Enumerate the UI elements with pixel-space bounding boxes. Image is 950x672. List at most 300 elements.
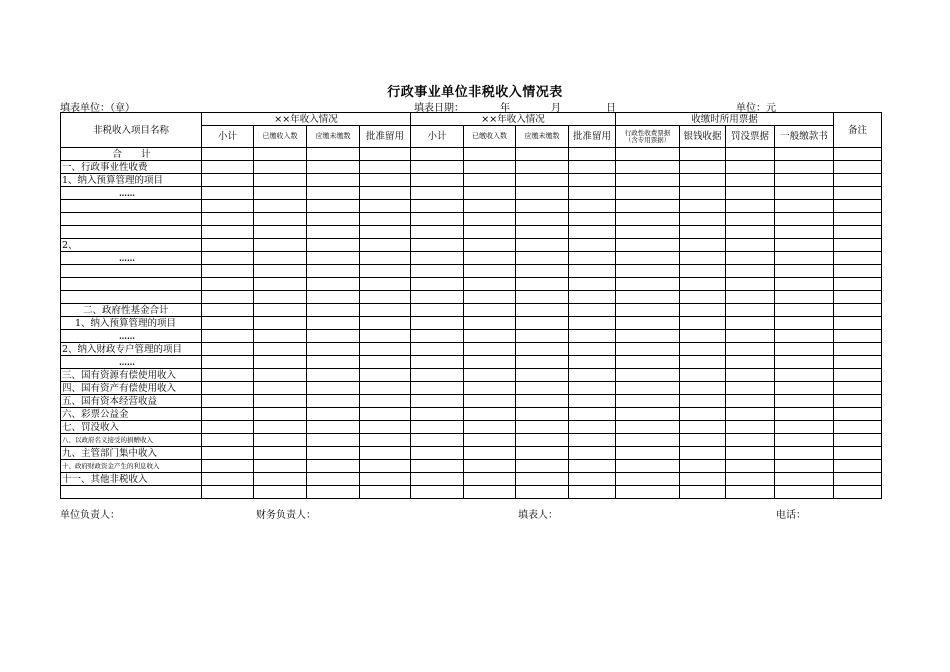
data-cell[interactable]	[307, 395, 360, 408]
data-cell[interactable]	[464, 252, 516, 265]
data-cell[interactable]	[680, 174, 726, 187]
data-cell[interactable]	[569, 187, 616, 200]
data-cell[interactable]	[360, 473, 411, 486]
data-cell[interactable]	[411, 291, 464, 304]
data-cell[interactable]	[569, 395, 616, 408]
data-cell[interactable]	[360, 174, 411, 187]
data-cell[interactable]	[516, 187, 569, 200]
data-cell[interactable]	[775, 421, 834, 434]
data-cell[interactable]	[616, 200, 680, 213]
data-cell[interactable]	[360, 291, 411, 304]
data-cell[interactable]	[464, 356, 516, 369]
data-cell[interactable]	[254, 343, 307, 356]
data-cell[interactable]	[680, 369, 726, 382]
data-cell[interactable]	[680, 408, 726, 421]
data-cell[interactable]	[307, 304, 360, 317]
data-cell[interactable]	[202, 408, 254, 421]
data-cell[interactable]	[616, 174, 680, 187]
data-cell[interactable]	[834, 213, 882, 226]
data-cell[interactable]	[775, 278, 834, 291]
data-cell[interactable]	[411, 382, 464, 395]
data-cell[interactable]	[307, 200, 360, 213]
data-cell[interactable]	[680, 291, 726, 304]
data-cell[interactable]	[464, 265, 516, 278]
data-cell[interactable]	[775, 252, 834, 265]
data-cell[interactable]	[202, 421, 254, 434]
data-cell[interactable]	[411, 447, 464, 460]
data-cell[interactable]	[254, 395, 307, 408]
data-cell[interactable]	[680, 473, 726, 486]
data-cell[interactable]	[569, 239, 616, 252]
data-cell[interactable]	[834, 460, 882, 473]
data-cell[interactable]	[726, 408, 775, 421]
data-cell[interactable]	[202, 174, 254, 187]
data-cell[interactable]	[834, 486, 882, 499]
data-cell[interactable]	[516, 148, 569, 161]
data-cell[interactable]	[202, 304, 254, 317]
data-cell[interactable]	[254, 174, 307, 187]
data-cell[interactable]	[360, 148, 411, 161]
data-cell[interactable]	[254, 213, 307, 226]
data-cell[interactable]	[360, 382, 411, 395]
data-cell[interactable]	[834, 369, 882, 382]
data-cell[interactable]	[254, 460, 307, 473]
data-cell[interactable]	[569, 278, 616, 291]
data-cell[interactable]	[726, 421, 775, 434]
data-cell[interactable]	[680, 213, 726, 226]
data-cell[interactable]	[616, 278, 680, 291]
data-cell[interactable]	[616, 252, 680, 265]
data-cell[interactable]	[307, 460, 360, 473]
data-cell[interactable]	[254, 382, 307, 395]
data-cell[interactable]	[411, 252, 464, 265]
data-cell[interactable]	[307, 486, 360, 499]
data-cell[interactable]	[834, 382, 882, 395]
data-cell[interactable]	[307, 356, 360, 369]
data-cell[interactable]	[834, 408, 882, 421]
data-cell[interactable]	[775, 369, 834, 382]
data-cell[interactable]	[307, 265, 360, 278]
data-cell[interactable]	[616, 408, 680, 421]
data-cell[interactable]	[254, 369, 307, 382]
data-cell[interactable]	[726, 148, 775, 161]
data-cell[interactable]	[464, 343, 516, 356]
data-cell[interactable]	[775, 148, 834, 161]
data-cell[interactable]	[569, 265, 616, 278]
data-cell[interactable]	[616, 317, 680, 330]
data-cell[interactable]	[680, 421, 726, 434]
data-cell[interactable]	[516, 239, 569, 252]
data-cell[interactable]	[307, 148, 360, 161]
data-cell[interactable]	[411, 460, 464, 473]
data-cell[interactable]	[569, 434, 616, 447]
data-cell[interactable]	[202, 265, 254, 278]
data-cell[interactable]	[202, 434, 254, 447]
data-cell[interactable]	[775, 187, 834, 200]
data-cell[interactable]	[775, 356, 834, 369]
data-cell[interactable]	[775, 174, 834, 187]
data-cell[interactable]	[202, 473, 254, 486]
data-cell[interactable]	[464, 447, 516, 460]
data-cell[interactable]	[202, 369, 254, 382]
data-cell[interactable]	[202, 213, 254, 226]
data-cell[interactable]	[569, 473, 616, 486]
data-cell[interactable]	[464, 304, 516, 317]
data-cell[interactable]	[834, 343, 882, 356]
data-cell[interactable]	[616, 226, 680, 239]
data-cell[interactable]	[411, 278, 464, 291]
data-cell[interactable]	[569, 200, 616, 213]
data-cell[interactable]	[411, 174, 464, 187]
data-cell[interactable]	[516, 174, 569, 187]
data-cell[interactable]	[411, 200, 464, 213]
data-cell[interactable]	[616, 161, 680, 174]
data-cell[interactable]	[775, 161, 834, 174]
data-cell[interactable]	[834, 148, 882, 161]
data-cell[interactable]	[202, 239, 254, 252]
data-cell[interactable]	[307, 369, 360, 382]
data-cell[interactable]	[360, 187, 411, 200]
data-cell[interactable]	[254, 486, 307, 499]
data-cell[interactable]	[726, 434, 775, 447]
data-cell[interactable]	[569, 148, 616, 161]
data-cell[interactable]	[411, 486, 464, 499]
data-cell[interactable]	[254, 187, 307, 200]
data-cell[interactable]	[616, 395, 680, 408]
data-cell[interactable]	[834, 330, 882, 343]
data-cell[interactable]	[834, 161, 882, 174]
data-cell[interactable]	[726, 200, 775, 213]
data-cell[interactable]	[834, 265, 882, 278]
data-cell[interactable]	[307, 421, 360, 434]
data-cell[interactable]	[834, 473, 882, 486]
data-cell[interactable]	[726, 317, 775, 330]
data-cell[interactable]	[616, 148, 680, 161]
data-cell[interactable]	[680, 434, 726, 447]
data-cell[interactable]	[616, 187, 680, 200]
data-cell[interactable]	[516, 460, 569, 473]
data-cell[interactable]	[834, 447, 882, 460]
data-cell[interactable]	[307, 343, 360, 356]
data-cell[interactable]	[680, 161, 726, 174]
data-cell[interactable]	[726, 187, 775, 200]
data-cell[interactable]	[726, 369, 775, 382]
data-cell[interactable]	[254, 252, 307, 265]
data-cell[interactable]	[307, 213, 360, 226]
data-cell[interactable]	[775, 239, 834, 252]
data-cell[interactable]	[307, 174, 360, 187]
data-cell[interactable]	[616, 447, 680, 460]
data-cell[interactable]	[411, 148, 464, 161]
data-cell[interactable]	[680, 278, 726, 291]
data-cell[interactable]	[360, 317, 411, 330]
data-cell[interactable]	[680, 317, 726, 330]
data-cell[interactable]	[516, 330, 569, 343]
data-cell[interactable]	[616, 291, 680, 304]
data-cell[interactable]	[254, 447, 307, 460]
data-cell[interactable]	[202, 356, 254, 369]
data-cell[interactable]	[680, 343, 726, 356]
data-cell[interactable]	[726, 304, 775, 317]
data-cell[interactable]	[616, 343, 680, 356]
data-cell[interactable]	[775, 304, 834, 317]
data-cell[interactable]	[680, 304, 726, 317]
data-cell[interactable]	[569, 421, 616, 434]
data-cell[interactable]	[360, 330, 411, 343]
data-cell[interactable]	[516, 161, 569, 174]
data-cell[interactable]	[834, 356, 882, 369]
data-cell[interactable]	[616, 356, 680, 369]
data-cell[interactable]	[307, 330, 360, 343]
data-cell[interactable]	[464, 187, 516, 200]
data-cell[interactable]	[726, 252, 775, 265]
data-cell[interactable]	[411, 356, 464, 369]
data-cell[interactable]	[307, 226, 360, 239]
data-cell[interactable]	[360, 265, 411, 278]
data-cell[interactable]	[775, 408, 834, 421]
data-cell[interactable]	[569, 486, 616, 499]
data-cell[interactable]	[516, 200, 569, 213]
data-cell[interactable]	[411, 187, 464, 200]
data-cell[interactable]	[202, 187, 254, 200]
data-cell[interactable]	[464, 395, 516, 408]
data-cell[interactable]	[464, 408, 516, 421]
data-cell[interactable]	[516, 473, 569, 486]
data-cell[interactable]	[516, 434, 569, 447]
data-cell[interactable]	[307, 447, 360, 460]
data-cell[interactable]	[569, 291, 616, 304]
data-cell[interactable]	[254, 265, 307, 278]
data-cell[interactable]	[616, 382, 680, 395]
data-cell[interactable]	[254, 278, 307, 291]
data-cell[interactable]	[834, 278, 882, 291]
data-cell[interactable]	[569, 226, 616, 239]
data-cell[interactable]	[775, 213, 834, 226]
data-cell[interactable]	[516, 213, 569, 226]
data-cell[interactable]	[569, 330, 616, 343]
data-cell[interactable]	[202, 317, 254, 330]
data-cell[interactable]	[360, 460, 411, 473]
data-cell[interactable]	[516, 421, 569, 434]
data-cell[interactable]	[360, 395, 411, 408]
data-cell[interactable]	[307, 473, 360, 486]
data-cell[interactable]	[360, 239, 411, 252]
data-cell[interactable]	[834, 226, 882, 239]
data-cell[interactable]	[307, 317, 360, 330]
data-cell[interactable]	[360, 369, 411, 382]
data-cell[interactable]	[464, 330, 516, 343]
data-cell[interactable]	[464, 278, 516, 291]
data-cell[interactable]	[464, 200, 516, 213]
data-cell[interactable]	[254, 239, 307, 252]
data-cell[interactable]	[775, 330, 834, 343]
data-cell[interactable]	[307, 187, 360, 200]
data-cell[interactable]	[775, 226, 834, 239]
data-cell[interactable]	[516, 395, 569, 408]
data-cell[interactable]	[516, 382, 569, 395]
data-cell[interactable]	[202, 161, 254, 174]
data-cell[interactable]	[516, 265, 569, 278]
data-cell[interactable]	[360, 226, 411, 239]
data-cell[interactable]	[616, 473, 680, 486]
data-cell[interactable]	[202, 447, 254, 460]
data-cell[interactable]	[775, 434, 834, 447]
data-cell[interactable]	[360, 213, 411, 226]
data-cell[interactable]	[360, 421, 411, 434]
data-cell[interactable]	[616, 369, 680, 382]
data-cell[interactable]	[202, 278, 254, 291]
data-cell[interactable]	[254, 200, 307, 213]
data-cell[interactable]	[775, 382, 834, 395]
data-cell[interactable]	[834, 434, 882, 447]
data-cell[interactable]	[726, 330, 775, 343]
data-cell[interactable]	[775, 447, 834, 460]
data-cell[interactable]	[834, 187, 882, 200]
data-cell[interactable]	[516, 447, 569, 460]
data-cell[interactable]	[569, 174, 616, 187]
data-cell[interactable]	[569, 317, 616, 330]
data-cell[interactable]	[680, 460, 726, 473]
data-cell[interactable]	[254, 226, 307, 239]
data-cell[interactable]	[307, 161, 360, 174]
data-cell[interactable]	[516, 291, 569, 304]
data-cell[interactable]	[834, 239, 882, 252]
data-cell[interactable]	[834, 174, 882, 187]
data-cell[interactable]	[254, 434, 307, 447]
data-cell[interactable]	[726, 382, 775, 395]
data-cell[interactable]	[680, 330, 726, 343]
data-cell[interactable]	[202, 226, 254, 239]
data-cell[interactable]	[307, 252, 360, 265]
data-cell[interactable]	[726, 226, 775, 239]
data-cell[interactable]	[680, 239, 726, 252]
data-cell[interactable]	[360, 161, 411, 174]
data-cell[interactable]	[360, 486, 411, 499]
data-cell[interactable]	[464, 486, 516, 499]
data-cell[interactable]	[775, 291, 834, 304]
data-cell[interactable]	[726, 161, 775, 174]
data-cell[interactable]	[616, 304, 680, 317]
data-cell[interactable]	[202, 252, 254, 265]
data-cell[interactable]	[254, 304, 307, 317]
data-cell[interactable]	[411, 239, 464, 252]
data-cell[interactable]	[775, 486, 834, 499]
data-cell[interactable]	[775, 265, 834, 278]
data-cell[interactable]	[569, 356, 616, 369]
data-cell[interactable]	[202, 200, 254, 213]
data-cell[interactable]	[307, 408, 360, 421]
data-cell[interactable]	[569, 213, 616, 226]
data-cell[interactable]	[680, 148, 726, 161]
data-cell[interactable]	[775, 395, 834, 408]
data-cell[interactable]	[616, 265, 680, 278]
data-cell[interactable]	[307, 291, 360, 304]
data-cell[interactable]	[411, 161, 464, 174]
data-cell[interactable]	[360, 447, 411, 460]
data-cell[interactable]	[775, 473, 834, 486]
data-cell[interactable]	[569, 343, 616, 356]
data-cell[interactable]	[680, 187, 726, 200]
data-cell[interactable]	[680, 447, 726, 460]
data-cell[interactable]	[464, 317, 516, 330]
data-cell[interactable]	[569, 408, 616, 421]
data-cell[interactable]	[254, 317, 307, 330]
data-cell[interactable]	[464, 239, 516, 252]
data-cell[interactable]	[411, 369, 464, 382]
data-cell[interactable]	[254, 356, 307, 369]
data-cell[interactable]	[680, 395, 726, 408]
data-cell[interactable]	[411, 473, 464, 486]
data-cell[interactable]	[411, 434, 464, 447]
data-cell[interactable]	[516, 369, 569, 382]
data-cell[interactable]	[360, 343, 411, 356]
data-cell[interactable]	[726, 447, 775, 460]
data-cell[interactable]	[726, 395, 775, 408]
data-cell[interactable]	[834, 317, 882, 330]
data-cell[interactable]	[202, 395, 254, 408]
data-cell[interactable]	[516, 278, 569, 291]
data-cell[interactable]	[307, 278, 360, 291]
data-cell[interactable]	[680, 265, 726, 278]
data-cell[interactable]	[726, 265, 775, 278]
data-cell[interactable]	[680, 226, 726, 239]
data-cell[interactable]	[464, 382, 516, 395]
data-cell[interactable]	[254, 148, 307, 161]
data-cell[interactable]	[360, 252, 411, 265]
data-cell[interactable]	[411, 317, 464, 330]
data-cell[interactable]	[516, 486, 569, 499]
data-cell[interactable]	[726, 174, 775, 187]
data-cell[interactable]	[464, 291, 516, 304]
data-cell[interactable]	[464, 148, 516, 161]
data-cell[interactable]	[360, 408, 411, 421]
data-cell[interactable]	[307, 382, 360, 395]
data-cell[interactable]	[726, 343, 775, 356]
data-cell[interactable]	[411, 343, 464, 356]
data-cell[interactable]	[464, 213, 516, 226]
data-cell[interactable]	[411, 304, 464, 317]
data-cell[interactable]	[202, 460, 254, 473]
data-cell[interactable]	[411, 226, 464, 239]
data-cell[interactable]	[464, 421, 516, 434]
data-cell[interactable]	[834, 252, 882, 265]
data-cell[interactable]	[726, 239, 775, 252]
data-cell[interactable]	[569, 369, 616, 382]
data-cell[interactable]	[411, 395, 464, 408]
data-cell[interactable]	[464, 434, 516, 447]
data-cell[interactable]	[464, 369, 516, 382]
data-cell[interactable]	[202, 382, 254, 395]
data-cell[interactable]	[202, 291, 254, 304]
data-cell[interactable]	[569, 304, 616, 317]
data-cell[interactable]	[775, 200, 834, 213]
data-cell[interactable]	[516, 226, 569, 239]
data-cell[interactable]	[254, 161, 307, 174]
data-cell[interactable]	[464, 161, 516, 174]
data-cell[interactable]	[516, 252, 569, 265]
data-cell[interactable]	[464, 460, 516, 473]
data-cell[interactable]	[726, 460, 775, 473]
data-cell[interactable]	[680, 252, 726, 265]
data-cell[interactable]	[464, 174, 516, 187]
data-cell[interactable]	[202, 148, 254, 161]
data-cell[interactable]	[680, 200, 726, 213]
data-cell[interactable]	[775, 317, 834, 330]
data-cell[interactable]	[616, 239, 680, 252]
data-cell[interactable]	[616, 460, 680, 473]
data-cell[interactable]	[464, 473, 516, 486]
data-cell[interactable]	[516, 408, 569, 421]
